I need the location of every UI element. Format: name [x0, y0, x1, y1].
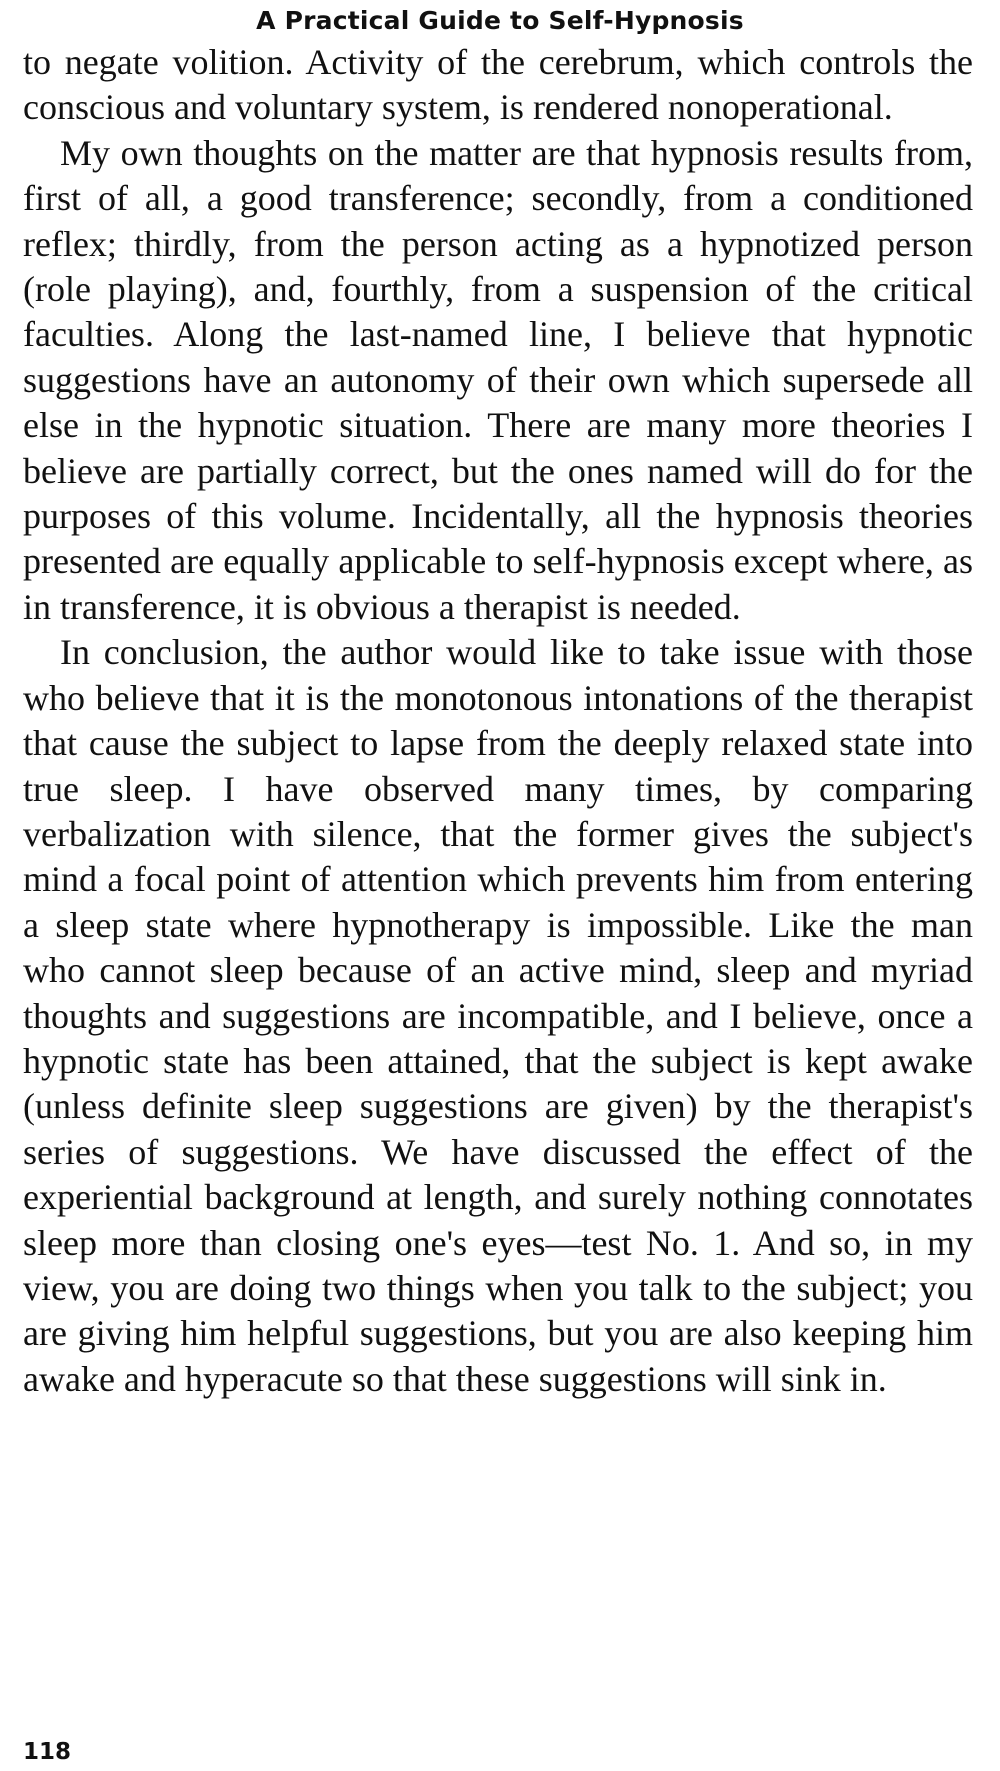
- running-head: A Practical Guide to Self-Hypnosis: [256, 6, 744, 35]
- paragraph-conclusion: In conclusion, the author would like to take issue with those who believe that it is the monotonous intonations of the therapist that cause the subject to lapse from the deeply relaxed state into true sleep. I have observed many times, by comparing verbalization with silence, that the former gives the subject's mind a focal point of attention which prevents him from entering a sleep state where hypnotherapy is impossible. Like the man who cannot sleep because of an active mind, sleep and myriad thoughts and suggestions are incompatible, and I believe, once a hypnotic state has been attained, that the subject is kept awake (unless definite sleep suggestions are given) by the therapist's series of suggestions. We have discussed the effect of the experiential background at length, and surely nothing connotates sleep more than closing one's eyes—test No. 1. And so, in my view, you are doing two things when you talk to the subject; you are giving him helpful suggestions, but you are also keeping him awake and hyperacute so that these suggestions will sink in.: [23, 632, 973, 1399]
- paragraph-continuation: to negate volition. Activity of the cerebrum, which controls the conscious and voluntary system, is rendered nonoperational.: [23, 42, 973, 128]
- paragraph-hypnosis-theories: My own thoughts on the matter are that hypnosis results from, first of all, a good transference; secondly, from a conditioned reflex; thirdly, from the person acting as a hypnotized person (role playing), and, fourthly, from a suspension of the critical faculties. Along the last-named line, I believe that hypnotic suggestions have an autonomy of their own which supersede all else in the hypnotic situation. There are many more theories I believe are partially correct, but the ones named will do for the purposes of this volume. Incidentally, all the hypnosis theories presented are equally applicable to self-hypnosis except where, as in transference, it is obvious a therapist is needed.: [23, 132, 973, 627]
- page-number: 118: [23, 1739, 72, 1765]
- body-text: [23, 40, 973, 1402]
